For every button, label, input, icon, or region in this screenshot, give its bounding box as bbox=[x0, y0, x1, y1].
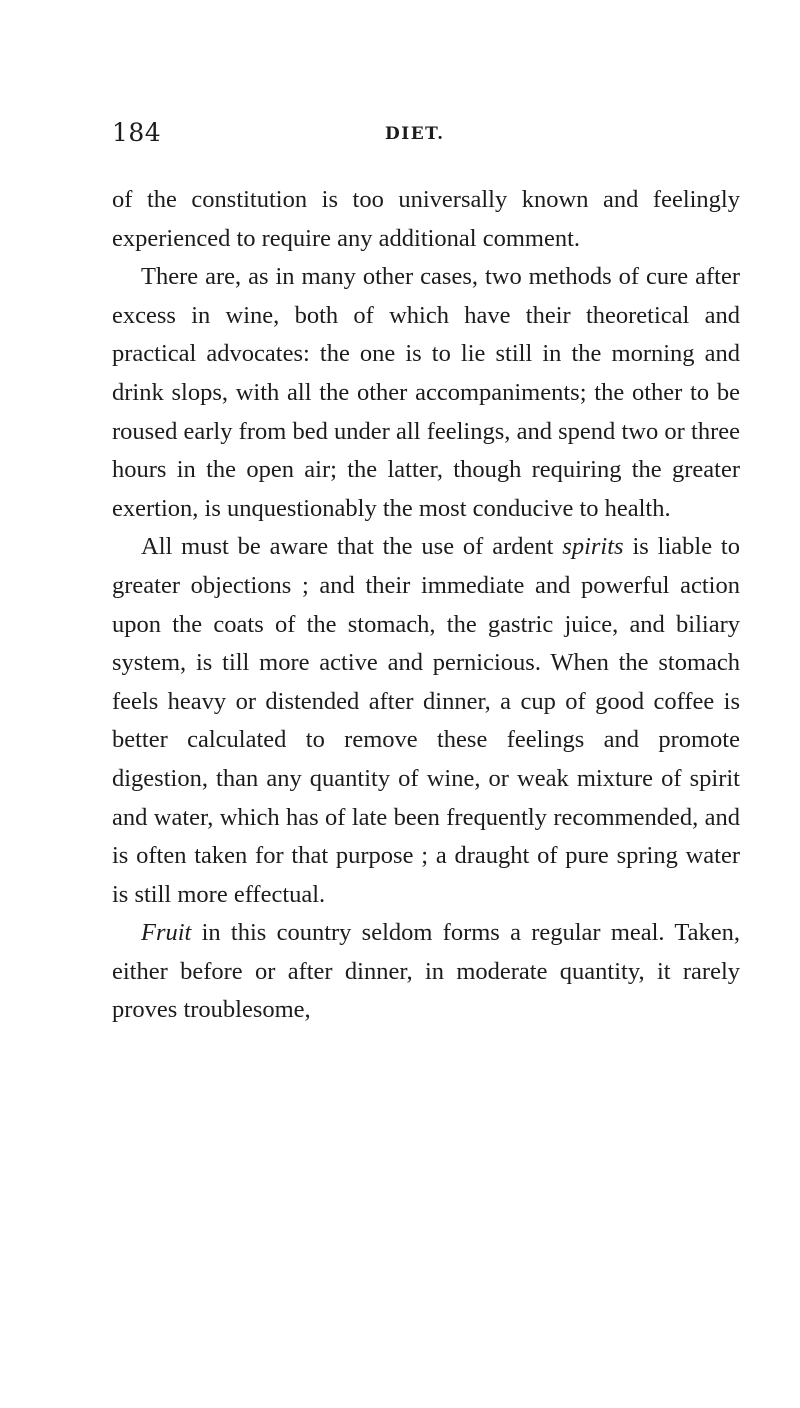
text-segment: There are, as in many other cases, two methods of cure after excess in wine, both of which have their theoretical and practical advocates: the one is to lie still in the morning and drink slops, with all the other accompaniments; the other to be roused early from bed under all feelings, and spend two or three hours in the open air; the latter, though requiring the greater exertion, is unquestionably the most conducive to health. bbox=[112, 263, 740, 522]
paragraph-3 bbox=[112, 528, 740, 914]
text-segment: of the constitution is too universally known and feelingly experienced to require any additional comment. bbox=[112, 186, 740, 252]
running-head bbox=[112, 118, 752, 158]
text-segment: is liable to greater objections ; and their immediate and powerful action upon the coats of the stomach, the gastric juice, and biliary system, is till more active and pernicious. When the stomach feels heavy or distended after dinner, a cup of good coffee is better calculated to remove these feelings and promote digestion, than any quantity of wine, or weak mixture of spirit and water, which has of late been frequently recommended, and is often taken for that purpose ; a draught of pure spring water is still more effectual. bbox=[112, 533, 740, 908]
paragraph-4 bbox=[112, 914, 740, 1030]
body-text bbox=[112, 181, 740, 1030]
italic-term: Fruit bbox=[141, 919, 192, 947]
text-segment: in this country seldom forms a regular meal. Taken, either before or after dinner, in moderate quantity, it rarely proves troublesome, bbox=[112, 919, 740, 1024]
paragraph-1 bbox=[112, 181, 740, 258]
page-number: 184 bbox=[112, 118, 162, 147]
running-title: DIET. bbox=[385, 124, 445, 144]
paragraph-2 bbox=[112, 258, 740, 528]
text-segment: All must be aware that the use of ardent bbox=[141, 533, 563, 561]
italic-term: spirits bbox=[562, 533, 624, 561]
